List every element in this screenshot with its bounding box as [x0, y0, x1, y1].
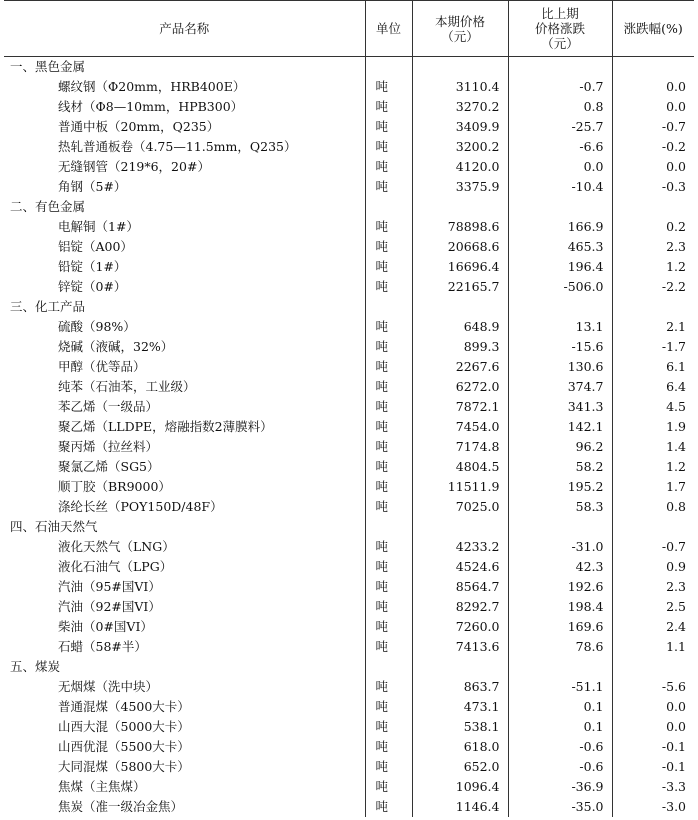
- unit-cell: 吨: [365, 477, 412, 497]
- product-name-cell: 铝锭（A00）: [58, 239, 133, 254]
- price-cell: 3375.9: [412, 177, 508, 197]
- product-name-cell: 柴油（0#国VI）: [58, 619, 153, 634]
- percent-cell: 1.2: [612, 457, 694, 477]
- price-cell: 538.1: [412, 717, 508, 737]
- table-row: [4, 697, 694, 717]
- price-cell: 7454.0: [412, 417, 508, 437]
- product-name-cell: 山西优混（5500大卡）: [58, 739, 190, 754]
- table-row: [4, 257, 694, 277]
- unit-cell: [365, 517, 412, 537]
- unit-cell: 吨: [365, 177, 412, 197]
- header-unit: 单位: [365, 1, 412, 57]
- table-row: [4, 717, 694, 737]
- price-cell: 7025.0: [412, 497, 508, 517]
- category-row: [4, 197, 694, 217]
- table-row: [4, 157, 694, 177]
- change-cell: -10.4: [508, 177, 612, 197]
- product-name-cell: 石蜡（58#半）: [58, 639, 147, 654]
- header-change-percent: 涨跌幅(%): [612, 1, 694, 57]
- unit-cell: 吨: [365, 117, 412, 137]
- price-cell: 3110.4: [412, 77, 508, 97]
- price-cell: 652.0: [412, 757, 508, 777]
- change-cell: 42.3: [508, 557, 612, 577]
- product-name-cell: 甲醇（优等品）: [58, 359, 146, 374]
- percent-cell: 6.1: [612, 357, 694, 377]
- unit-cell: [365, 197, 412, 217]
- change-cell: 198.4: [508, 597, 612, 617]
- percent-cell: 1.4: [612, 437, 694, 457]
- unit-cell: 吨: [365, 497, 412, 517]
- unit-cell: 吨: [365, 717, 412, 737]
- product-name-cell: 线材（Φ8—10mm，HPB300）: [58, 99, 244, 114]
- percent-cell: [612, 57, 694, 77]
- change-cell: [508, 297, 612, 317]
- product-name-cell: 涤纶长丝（POY150D/48F）: [58, 499, 223, 514]
- price-cell: 863.7: [412, 677, 508, 697]
- percent-cell: -0.1: [612, 757, 694, 777]
- product-name-cell: 普通混煤（4500大卡）: [58, 699, 190, 714]
- table-row: [4, 557, 694, 577]
- percent-cell: 1.9: [612, 417, 694, 437]
- percent-cell: 0.9: [612, 557, 694, 577]
- unit-cell: 吨: [365, 577, 412, 597]
- product-name-cell: 二、有色金属: [10, 199, 86, 214]
- change-cell: [508, 57, 612, 77]
- percent-cell: 0.0: [612, 157, 694, 177]
- product-name-cell: 液化天然气（LNG）: [58, 539, 175, 554]
- price-cell: 20668.6: [412, 237, 508, 257]
- product-name-cell: 普通中板（20mm，Q235）: [58, 119, 220, 134]
- unit-cell: 吨: [365, 677, 412, 697]
- product-name-cell: 聚乙烯（LLDPE，熔融指数2薄膜料）: [58, 419, 273, 434]
- price-cell: 3200.2: [412, 137, 508, 157]
- percent-cell: 0.0: [612, 697, 694, 717]
- price-cell: 4233.2: [412, 537, 508, 557]
- percent-cell: -1.7: [612, 337, 694, 357]
- change-cell: 58.3: [508, 497, 612, 517]
- table-row: [4, 737, 694, 757]
- product-name-cell: 聚丙烯（拉丝料）: [58, 439, 159, 454]
- table-row: [4, 677, 694, 697]
- table-row: [4, 277, 694, 297]
- price-cell: 618.0: [412, 737, 508, 757]
- price-cell: [412, 297, 508, 317]
- change-cell: -506.0: [508, 277, 612, 297]
- product-name-cell: 铅锭（1#）: [58, 259, 127, 274]
- price-cell: 11511.9: [412, 477, 508, 497]
- table-row: [4, 757, 694, 777]
- table-row: [4, 97, 694, 117]
- price-cell: 473.1: [412, 697, 508, 717]
- category-row: [4, 297, 694, 317]
- change-cell: 341.3: [508, 397, 612, 417]
- unit-cell: 吨: [365, 377, 412, 397]
- product-name-cell: 焦炭（准一级冶金焦）: [58, 799, 184, 814]
- table-row: [4, 617, 694, 637]
- percent-cell: 4.5: [612, 397, 694, 417]
- unit-cell: 吨: [365, 77, 412, 97]
- product-name-cell: 山西大混（5000大卡）: [58, 719, 190, 734]
- price-cell: 7872.1: [412, 397, 508, 417]
- change-cell: 58.2: [508, 457, 612, 477]
- percent-cell: 2.3: [612, 577, 694, 597]
- change-cell: 195.2: [508, 477, 612, 497]
- price-cell: 7260.0: [412, 617, 508, 637]
- unit-cell: 吨: [365, 397, 412, 417]
- table-row: [4, 337, 694, 357]
- unit-cell: 吨: [365, 537, 412, 557]
- product-name-cell: 四、石油天然气: [10, 519, 98, 534]
- percent-cell: [612, 657, 694, 677]
- table-row: [4, 777, 694, 797]
- percent-cell: -0.7: [612, 537, 694, 557]
- change-cell: 465.3: [508, 237, 612, 257]
- table-row: [4, 137, 694, 157]
- change-cell: [508, 197, 612, 217]
- table-row: [4, 217, 694, 237]
- table-row: [4, 477, 694, 497]
- price-cell: 8564.7: [412, 577, 508, 597]
- unit-cell: 吨: [365, 617, 412, 637]
- change-cell: 0.1: [508, 717, 612, 737]
- table-row: [4, 597, 694, 617]
- unit-cell: 吨: [365, 337, 412, 357]
- unit-cell: 吨: [365, 357, 412, 377]
- percent-cell: 6.4: [612, 377, 694, 397]
- product-name-cell: 顺丁胶（BR9000）: [58, 479, 171, 494]
- table-row: [4, 457, 694, 477]
- percent-cell: -3.0: [612, 797, 694, 817]
- price-cell: [412, 517, 508, 537]
- unit-cell: 吨: [365, 777, 412, 797]
- table-row: [4, 797, 694, 817]
- change-cell: 96.2: [508, 437, 612, 457]
- unit-cell: 吨: [365, 457, 412, 477]
- change-cell: -0.7: [508, 77, 612, 97]
- change-cell: -35.0: [508, 797, 612, 817]
- percent-cell: 2.1: [612, 317, 694, 337]
- header-product-name: 产品名称: [4, 1, 365, 57]
- percent-cell: 0.8: [612, 497, 694, 517]
- price-cell: 4524.6: [412, 557, 508, 577]
- percent-cell: -5.6: [612, 677, 694, 697]
- percent-cell: 0.0: [612, 717, 694, 737]
- product-name-cell: 无缝钢管（219*6，20#）: [58, 159, 210, 174]
- percent-cell: 0.0: [612, 77, 694, 97]
- table-body: [4, 57, 694, 817]
- change-cell: 0.8: [508, 97, 612, 117]
- table-row: [4, 537, 694, 557]
- change-cell: -31.0: [508, 537, 612, 557]
- unit-cell: 吨: [365, 97, 412, 117]
- product-name-cell: 螺纹钢（Φ20mm，HRB400E）: [58, 79, 246, 94]
- product-name-cell: 焦煤（主焦煤）: [58, 779, 146, 794]
- product-name-cell: 苯乙烯（一级品）: [58, 399, 159, 414]
- product-name-cell: 三、化工产品: [10, 299, 86, 314]
- table-row: [4, 237, 694, 257]
- unit-cell: 吨: [365, 317, 412, 337]
- unit-cell: [365, 297, 412, 317]
- change-cell: -25.7: [508, 117, 612, 137]
- percent-cell: -3.3: [612, 777, 694, 797]
- product-name-cell: 锌锭（0#）: [58, 279, 127, 294]
- price-cell: 4120.0: [412, 157, 508, 177]
- change-cell: -51.1: [508, 677, 612, 697]
- price-cell: 8292.7: [412, 597, 508, 617]
- price-cell: 78898.6: [412, 217, 508, 237]
- change-cell: 0.1: [508, 697, 612, 717]
- unit-cell: 吨: [365, 417, 412, 437]
- change-cell: 0.0: [508, 157, 612, 177]
- product-name-cell: 硫酸（98%）: [58, 319, 136, 334]
- unit-cell: 吨: [365, 597, 412, 617]
- price-cell: [412, 197, 508, 217]
- unit-cell: 吨: [365, 557, 412, 577]
- table-row: [4, 77, 694, 97]
- change-cell: 13.1: [508, 317, 612, 337]
- header-price-change: 比上期 价格涨跌 （元）: [508, 1, 612, 57]
- product-name-cell: 大同混煤（5800大卡）: [58, 759, 190, 774]
- unit-cell: [365, 657, 412, 677]
- change-cell: 130.6: [508, 357, 612, 377]
- change-cell: 166.9: [508, 217, 612, 237]
- percent-cell: [612, 197, 694, 217]
- percent-cell: -0.1: [612, 737, 694, 757]
- price-cell: 16696.4: [412, 257, 508, 277]
- change-cell: -0.6: [508, 737, 612, 757]
- table-row: [4, 417, 694, 437]
- change-cell: 169.6: [508, 617, 612, 637]
- unit-cell: 吨: [365, 637, 412, 657]
- product-name-cell: 一、黑色金属: [10, 59, 86, 75]
- price-cell: 7174.8: [412, 437, 508, 457]
- product-name-cell: 无烟煤（洗中块）: [58, 679, 159, 694]
- price-cell: 648.9: [412, 317, 508, 337]
- percent-cell: 0.2: [612, 217, 694, 237]
- table-row: [4, 117, 694, 137]
- price-cell: 7413.6: [412, 637, 508, 657]
- price-cell: [412, 657, 508, 677]
- percent-cell: -0.7: [612, 117, 694, 137]
- table-header: [4, 1, 694, 57]
- change-cell: [508, 517, 612, 537]
- product-name-cell: 五、煤炭: [10, 659, 61, 674]
- price-cell: 899.3: [412, 337, 508, 357]
- table-row: [4, 377, 694, 397]
- unit-cell: 吨: [365, 737, 412, 757]
- table-row: [4, 317, 694, 337]
- price-cell: 4804.5: [412, 457, 508, 477]
- table-row: [4, 177, 694, 197]
- price-cell: 1096.4: [412, 777, 508, 797]
- product-name-cell: 液化石油气（LPG）: [58, 559, 173, 574]
- category-row: [4, 57, 694, 77]
- percent-cell: 1.7: [612, 477, 694, 497]
- unit-cell: 吨: [365, 237, 412, 257]
- change-cell: -15.6: [508, 337, 612, 357]
- product-name-cell: 汽油（95#国VI）: [58, 579, 161, 594]
- table-row: [4, 397, 694, 417]
- change-cell: 142.1: [508, 417, 612, 437]
- table-row: [4, 437, 694, 457]
- product-name-cell: 汽油（92#国VI）: [58, 599, 161, 614]
- percent-cell: -0.2: [612, 137, 694, 157]
- percent-cell: -0.3: [612, 177, 694, 197]
- price-cell: 3409.9: [412, 117, 508, 137]
- table-row: [4, 357, 694, 377]
- price-cell: [412, 57, 508, 77]
- change-cell: 192.6: [508, 577, 612, 597]
- change-cell: 78.6: [508, 637, 612, 657]
- product-name-cell: 角钢（5#）: [58, 179, 127, 194]
- unit-cell: 吨: [365, 697, 412, 717]
- product-name-cell: 聚氯乙烯（SG5）: [58, 459, 160, 474]
- product-name-cell: 纯苯（石油苯，工业级）: [58, 379, 196, 394]
- unit-cell: 吨: [365, 437, 412, 457]
- unit-cell: 吨: [365, 797, 412, 817]
- change-cell: 374.7: [508, 377, 612, 397]
- product-name-cell: 电解铜（1#）: [58, 219, 139, 234]
- change-cell: 196.4: [508, 257, 612, 277]
- percent-cell: [612, 297, 694, 317]
- category-row: [4, 657, 694, 677]
- table-row: [4, 637, 694, 657]
- change-cell: -6.6: [508, 137, 612, 157]
- percent-cell: 1.1: [612, 637, 694, 657]
- product-name-cell: 热轧普通板卷（4.75—11.5mm，Q235）: [58, 139, 297, 154]
- percent-cell: 2.4: [612, 617, 694, 637]
- category-row: [4, 517, 694, 537]
- percent-cell: 2.5: [612, 597, 694, 617]
- change-cell: -36.9: [508, 777, 612, 797]
- percent-cell: 1.2: [612, 257, 694, 277]
- price-cell: 1146.4: [412, 797, 508, 817]
- percent-cell: 2.3: [612, 237, 694, 257]
- percent-cell: 0.0: [612, 97, 694, 117]
- table-row: [4, 577, 694, 597]
- percent-cell: [612, 517, 694, 537]
- header-current-price: 本期价格 （元）: [412, 1, 508, 57]
- unit-cell: 吨: [365, 157, 412, 177]
- product-name-cell: 烧碱（液碱，32%）: [58, 339, 174, 354]
- unit-cell: 吨: [365, 277, 412, 297]
- price-table: [4, 0, 694, 817]
- unit-cell: 吨: [365, 757, 412, 777]
- price-cell: 2267.6: [412, 357, 508, 377]
- price-cell: 6272.0: [412, 377, 508, 397]
- unit-cell: [365, 57, 412, 77]
- change-cell: [508, 657, 612, 677]
- price-cell: 22165.7: [412, 277, 508, 297]
- price-cell: 3270.2: [412, 97, 508, 117]
- unit-cell: 吨: [365, 217, 412, 237]
- table-row: [4, 497, 694, 517]
- change-cell: -0.6: [508, 757, 612, 777]
- unit-cell: 吨: [365, 257, 412, 277]
- percent-cell: -2.2: [612, 277, 694, 297]
- unit-cell: 吨: [365, 137, 412, 157]
